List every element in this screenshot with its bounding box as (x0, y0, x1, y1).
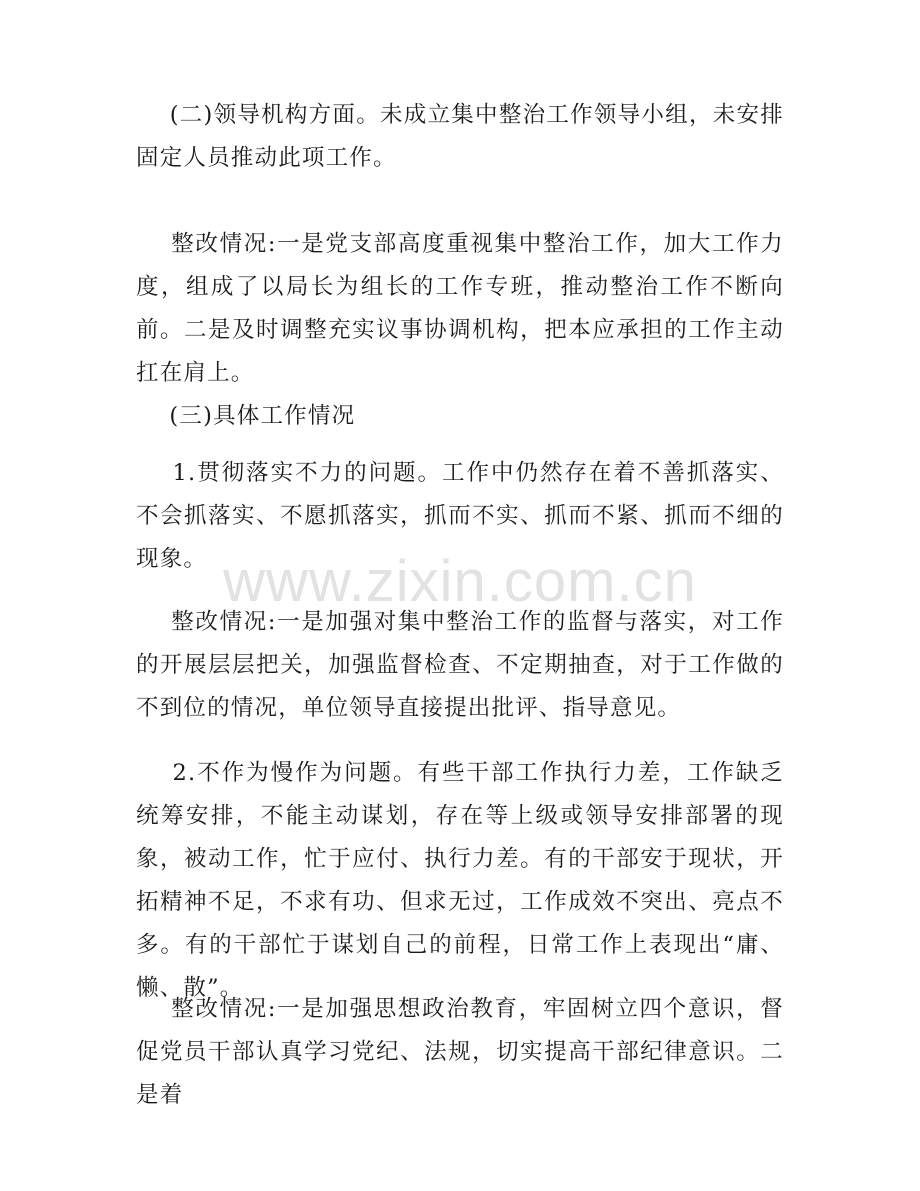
paragraph-rectification-3: 整改情况:一是加强思想政治教育，牢固树立四个意识，督促党员干部认真学习党纪、法规，切实提高干部纪律意识。二是着 (136, 996, 784, 1108)
watermark-text: www.zixin.com.cn (223, 549, 697, 614)
paragraph-issue-1: 1.贯彻落实不力的问题。工作中仍然存在着不善抓落实、不会抓落实、不愿抓落实，抓而不实、抓而不紧、抓而不细的现象。 (136, 460, 784, 572)
paragraph-rectification-1: 整改情况:一是党支部高度重视集中整治工作，加大工作力度，组成了以局长为组长的工作专班，推动整治工作不断向前。二是及时调整充实议事协调机构，把本应承担的工作主动扛在肩上。 (136, 231, 784, 386)
paragraph-rectification-2: 整改情况:一是加强对集中整治工作的监督与落实，对工作的开展层层把关，加强监督检查、不定期抽查，对于工作做的不到位的情况，单位领导直接提出批评、指导意见。 (136, 609, 784, 721)
paragraph-section-heading-3: (三)具体工作情况 (136, 403, 356, 429)
paragraph-issue-2: 2.不作为慢作为问题。有些干部工作执行力差，工作缺乏统筹安排，不能主动谋划，存在等上级或领导安排部署的现象，被动工作，忙于应付、执行力差。有的干部安于现状，开拓精神不足，不求有功、但求无过，工作成效不突出、亮点不多。有的干部忙于谋划自己的前程，日常工作上表现出“庸、懒、散”。 (136, 760, 784, 1001)
paragraph-leadership-section: (二)领导机构方面。未成立集中整治工作领导小组，未安排固定人员推动此项工作。 (136, 102, 784, 171)
